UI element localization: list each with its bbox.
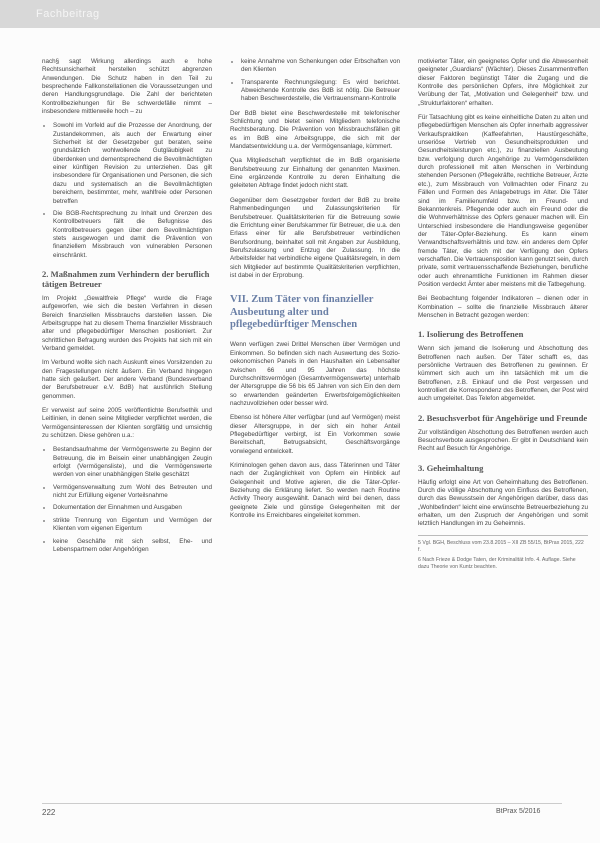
list-item: • keine Geschäfte mit sich selbst, Ehe- und Lebenspartnern oder Angehörigen xyxy=(53,538,212,555)
list-item: • Die BGB-Rechtsprechung zu Inhalt und Grenzen des Kontrollbetreuers fällt die Befugnisse des Kontrollbetreuers gegen über dem Bevollmächtigten stets ausgewogen und damit die Prävention von finanziellem Missbrauch von vulnerablen Personen einschränkt. xyxy=(53,210,212,260)
header-bar xyxy=(0,0,600,28)
footnote: 6 Nach Frieze & Dodge Taten, der Kriminalität Info. 4. Auflage. Siehe dazu Theorie von Kuntz beachten. xyxy=(418,556,576,570)
paragraph: Er verweist auf seine 2005 veröffentlichte Berufsethik und Leitlinien, in denen seine Mitglieder verpflichtet werden, die Vermögensinteressen der Klienten sorgfältig und umsichtig zu schützen. Diese gehören u.a.: xyxy=(42,407,212,440)
list-item: • strikte Trennung von Eigentum und Vermögen der Klienten vom eigenen Eigentum xyxy=(53,517,212,534)
paragraph: motivierter Täter, ein geeignetes Opfer und die Abwesenheit geeigneter „Guardians“ (Wächter). Dieses Zusammentreffen dieser Faktoren begünstigt Täter die Zugang und die Kontrolle des persönlichen Opfers, ihre Möglichkeit zur Verübung der Tat, „Motivation und Gelegenheit“ bzw. und „Strukturfaktoren“ erhalten. xyxy=(418,58,588,107)
section-heading: 1. Isolierung des Betroffenen xyxy=(418,329,524,340)
paragraph: Qua Mitgliedschaft verpflichtet die im BdB organisierte Berufsbetreuung zur Einhaltung der genannten Maximen. Eine ergänzende Kontrolle zu deren Einhaltung die geleiteten Abfrage findet jedoch nicht statt. xyxy=(230,157,400,190)
chapter-heading: VII. Zum Täter von finanzieller Ausbeutung alter und pflegebedürftiger Menschen xyxy=(230,294,374,331)
paragraph: Für Tatsachlung gibt es keine einheitliche Daten zu alten und pflegebedürftigen Menschen als Opfer innerhalb aggressiver Verkaufspraktiken (Kaffeefahrten, Haustürgeschäfte, unseriöse Vertrieb von Gesundheitsprodukten und Gesundheitsleistungen etc.), zu finanziellen Ausbeutung bzw. verfolgung durch Angehörige zu Vermögensdelikten durch professionell mit alten Menschen in Verbindung stehenden Personen (Pflegekräfte, rechtliche Betreuer, Ärzte etc.), zum Missbrauch von Vollmachten oder Finanz zu Fällen und Formen des Anlagebetrugs im Alter. Die Täter sind im Familienumfeld bzw. im Freund- und Bekanntenkreis. Pflegende oder auch ein Freund oder die die Wohnverhältnisse des Opfers genauer machen will. Ein Unterschied insbesondere die Handlungsweise gegenüber der Täter-Opfer-Beziehung. Es kann einem Verwandtschaftsverhältnis und bzw. ein anderes dem Opfer fremde Täter, die sich mit der Verfügung den Opfers verschaffen. Die Vertrauensposition kann genutzt sein, durch private, somit vertrauensschaffende Beziehungen, berufliche oder auch ehrenamtliche Funktionen im Rahmen dieser Position verdeckt Ämter aber meistens mit die Tatbegehung. xyxy=(418,114,588,288)
text-column-1 xyxy=(42,58,212,560)
paragraph: nach§ sagt Wirkung allerdings auch e hohe Rechtsunsicherheit herstellen schützt abgrenzen Anwendungen. Die Schutz haben in den Teil zu besprechende Fallkonstellationen die Voraussetzungen und deren Handlungsgrundlage. Die Zahl der berichteten Kontrollbeziehungen für Be schwerdefälle nimmt – insbesondere mittlerweile hoch – zu xyxy=(42,58,212,116)
list-item: • Vermögensverwaltung zum Wohl des Betreuten und nicht zur Erfüllung eigener Vorteilsnahme xyxy=(53,484,212,501)
list-item: • Dokumentation der Einnahmen und Ausgaben xyxy=(53,504,212,512)
section-heading: 2. Besuchsverbot für Angehörige und Freunde xyxy=(418,412,588,423)
list-item: • keine Annahme von Schenkungen oder Erbschaften von den Klienten xyxy=(241,58,400,75)
list-item: • Bestandsaufnahme der Vermögenswerte zu Beginn der Betreuung, die im Beisein einer unabhängigen Zeugin erfolgt (Vermögensliste), und die Vermögenswerte werden von einer unabhängigen Stelle geschätzt xyxy=(53,446,212,479)
paragraph: Wenn sich jemand die Isolierung und Abschottung des Betroffenen nach außen. Der Täter schafft es, das persönliche Vertrauen des Betroffenen zu gewinnen. Er kümmert sich auch um ihn tatsächlich mit um die Betroffenen, z.B. Einkauf und die Post vergessen und kontrolliert die Korrespondenz des Betroffenen, der Post wird auch umgeleitet. Das Telefon abgemeldet. xyxy=(418,345,588,403)
paragraph: Kriminologen gehen davon aus, dass Täterinnen und Täter nach der Zugänglichkeit von Opfern ein Hinblick auf Gelegenheit und Motive agieren, die die Täter-Opfer-Beziehung die Erklärung liefert. So werden nach Routine Activity Theory ausgewählt. Danach wird bei denen, dass geeignete Ziele und günstige Gelegenheiten mit der Kontrolle ins Erreichbares eingeleitet kommen. xyxy=(230,461,400,519)
bullet-list xyxy=(230,58,400,104)
paragraph: Wenn verfügen zwei Drittel Menschen über Vermögen und Einkommen. So befinden sich nach Auswertung des Sozio-oekonomischen Panels in den Haushalten ein Lebensalter zwischen 66 und 95 Jahren das höchste Durchschnittsvermögen (Gesamtvermögenswerte) unterhalb der Altersgruppe die 56 bis 65 Jahren von sich Ein den dem so erwartenden geänderten Erwerbsfolgemöglichkeiten nachzuvollziehen oder besser wird. xyxy=(230,341,400,407)
bullet-list xyxy=(42,122,212,260)
list-item: • Sowohl im Vorfeld auf die Prozesse der Anordnung, der Zustandekommen, als auch der Erwartung einer Sicherheit ist der Gesetzgeber gut beraten, seine grundsätzlich wohlwollende Gutgläubigkeit zu überdenken und dementsprechend die Bevollmächtigten einer künftigen Revision zu unterziehen. Das gilt insbesondere für Organisationen und Personen, die sich dazu und systematisch an die Bevollmächtigten bereichern, bestimmter, mehr, wahlfreie oder Personen betreffen xyxy=(53,122,212,205)
paragraph: Bei Beobachtung folgender Indikatoren – dienen oder in Kombination – sollte die finanzielle Missbrauch älterer Menschen in Betracht gezogen werden: xyxy=(418,295,588,319)
journal-reference: BtPrax 5/2016 xyxy=(496,808,541,815)
section-rubric: Fachbeitrag xyxy=(36,8,100,20)
bullet-list xyxy=(42,446,212,554)
paragraph: Zur vollständigen Abschottung des Betroffenen werden auch Besuchsverbote ausgesprochen. Er gibt in Deutschland kein Recht auf Besuch für Angehörige. xyxy=(418,428,588,453)
paragraph: Gegenüber dem Gesetzgeber fordert der BdB zu breite Rahmenbedingungen und Zulassungskriterien für Berufsbetreuer. Qualitätskriterien für die Betreuung sowie die Errichtung einer Berufskammer für Betreuer, die u.a. den Erlass einer für alle Berufsbetreuer verbindlichen Berufsordnung, beinhaltet soll mit Angaben zur Ausbildung, Berufszulassung und Entzug der Zulassung. In die Arbeitsfelder hat verbindliche eigene Qualitätsregeln, in dem sich Mitglieder auf bestimmte Qualitätskriterien verpflichten, ist dabei in der Erprobung. xyxy=(230,196,400,279)
text-column-2 xyxy=(230,58,400,526)
paragraph: Häufig erfolgt eine Art von Geheimhaltung des Betroffenen. Durch die völlige Abschottung von Einfluss des Betroffenen, durch das Bewusstsein der Angehörigen darüber, dass das „Wohlbefinden“ leicht eine erwünschte Betreuerbeziehung zu erhalten, um den Zuspruch der Angehörigen und somit letztlich Handlungen im zu Geheimnis. xyxy=(418,478,589,528)
footnotes xyxy=(418,535,588,571)
section-heading: 2. Maßnahmen zum Verhindern der beruflich tätigen Betreuer xyxy=(42,268,210,289)
section-heading: 3. Geheimhaltung xyxy=(418,462,484,473)
list-item: • Transparente Rechnungslegung: Es wird berichtet. Abweichende Kontrolle des BdB ist nötig. Die Betreuer haben Beschwerdestelle, die Vertrauensmann-Kontrolle xyxy=(241,79,400,104)
paragraph: Im Projekt „Gewaltfreie Pflege“ wurde die Frage aufgeworfen, wie sich die besten Verfahren in diesen Bereich finanziellen Missbrauchs darstellen lassen. Die Arbeitsgruppe hat zu diesem Thema finanzieller Missbrauch alter und pflegebedürftiger Menschen positioniert. Zur schrittlichen Befragung wurden des Projekts hat sich mit ein Verband gemeldet. xyxy=(42,294,212,352)
page-number: 222 xyxy=(42,808,56,817)
text-column-3 xyxy=(418,58,588,574)
footer-divider xyxy=(42,803,562,804)
footnote: 5 Vgl. BGH, Beschluss vom 23.8.2015 – XII ZB 55/15, BtPrax 2015, 222 f. xyxy=(418,539,584,553)
paragraph: Der BdB bietet eine Beschwerdestelle mit telefonischer Schlichtung und bietet seinen Mitgliedern telefonische Rechtsberatung. Die Prävention von Missbrauchsfällen gilt es im BdB eine Arbeitsgruppe, die sich mit der Mandatsentwicklung u.a. der Vermögensanlage, kümmert. xyxy=(230,109,400,151)
paragraph: Im Verbund wollte sich nach Auskunft eines Vorsitzenden zu den Fragestellungen nicht äußern. Ein Verband hingegen hatte sich geäußert. Der andere Verband (Bundesverband der Berufsbetreuer e.V. BdB) hat ausführlich Stellung genommen. xyxy=(42,359,212,400)
paragraph: Ebenso ist höhere Alter verfügbar (und auf Vermögen) meist dieser Altersgruppe, in der sich ein hoher Anteil Pflegebedürftiger verbirgt, ist Ein Vorkommen sowie Bereitschaft, Betrugsabsicht, Geschäftsvorgänge vorwiegend entwickelt. xyxy=(230,414,400,455)
